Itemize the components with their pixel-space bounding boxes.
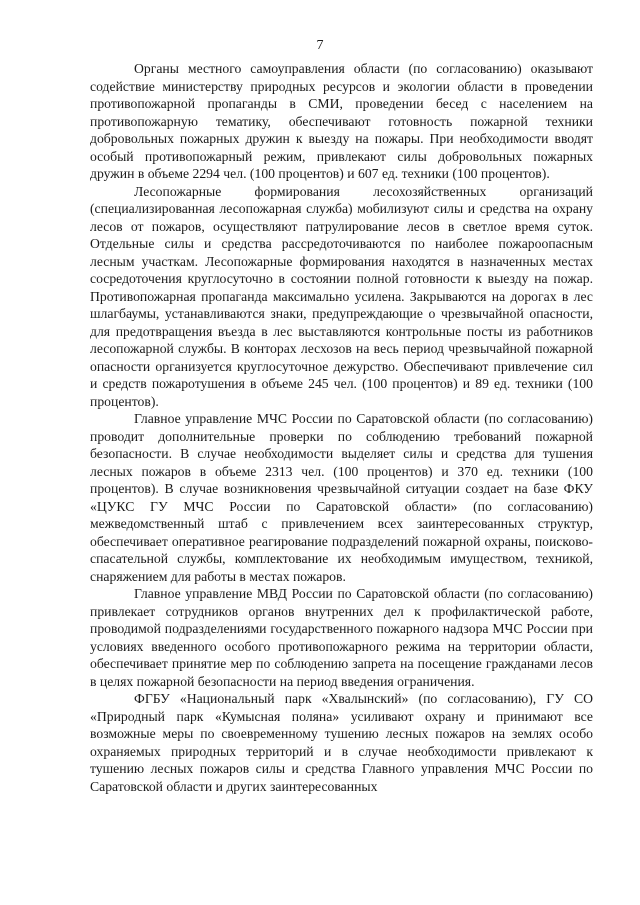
paragraph-interior-ministry: Главное управление МВД России по Саратовской области (по согласованию) привлекает сотрудников органов внутренних дел к профилактической работе, проводимой подразделениями государственного пожарного надзора МЧС России при условиях введенного особого противопожарного режима на территории области, обеспечивает принятие мер по соблюдению запрета на посещение гражданами лесов в целях пожарной безопасности на период введения ограничения.: [90, 586, 593, 689]
paragraph-local-government: Органы местного самоуправления области (по согласованию) оказывают содействие министерству природных ресурсов и экологии области в проведении противопожарной пропаганды в СМИ, проведении бесед с населением на противопожарную тематику, обеспечивают готовность пожарной техники добровольных пожарных дружин к выезду на пожары. При необходимости вводят особый противопожарный режим, привлекают силы добровольных пожарных дружин в объеме 2294 чел. (100 процентов) и 607 ед. техники (100 процентов).: [90, 61, 593, 181]
paragraph-forest-fire-units: Лесопожарные формирования лесохозяйственных организаций (специализированная лесопожарная служба) мобилизуют силы и средства на охрану лесов от пожаров, осуществляют патрулирование лесов в светлое время суток. Отдельные силы и средства рассредоточиваются по наиболее пожароопасным лесным участкам. Лесопожарные формирования находятся в назначенных местах сосредоточения круглосуточно в состоянии полной готовности к выезду на пожар. Противопожарная пропаганда максимально усилена. Закрываются на дорогах в лес шлагбаумы, устанавливаются знаки, предупреждающие о чрезвычайной опасности, для предотвращения въезда в лес выставляются контрольные посты из работников лесопожарной службы. В конторах лесхозов на весь период чрезвычайной пожарной опасности организуется круглосуточное дежурство. Обеспечивают привлечение сил и средств пожаротушения в объеме 245 чел. (100 процентов) и 89 ед. техники (100 процентов).: [90, 183, 593, 409]
document-body: [90, 60, 593, 795]
paragraph-emergency-ministry: Главное управление МЧС России по Саратовской области (по согласованию) проводит дополнительные проверки по соблюдению требований пожарной безопасности. В случае необходимости выделяет силы и средства для тушения лесных пожаров в объеме 2313 чел. (100 процентов) и 370 ед. техники (100 процентов). В случае возникновения чрезвычайной ситуации создает на базе ФКУ «ЦУКС ГУ МЧС России по Саратовской области» (по согласованию) межведомственный штаб с привлечением всех заинтересованных структур, обеспечивает оперативное реагирование подразделений пожарной охраны, поисково-спасательной службы, комплектование их необходимым имуществом, техникой, снаряжением для работы в местах пожаров.: [90, 411, 593, 584]
page-number: 7: [316, 38, 324, 53]
paragraph-national-parks: ФГБУ «Национальный парк «Хвалынский» (по согласованию), ГУ СО «Природный парк «Кумысная поляна» усиливают охрану и принимают все возможные меры по своевременному тушению лесных пожаров на землях особо охраняемых природных территорий и в случае необходимости привлекают к тушению лесных пожаров силы и средства Главного управления МЧС России по Саратовской области и других заинтересованных: [90, 691, 593, 794]
